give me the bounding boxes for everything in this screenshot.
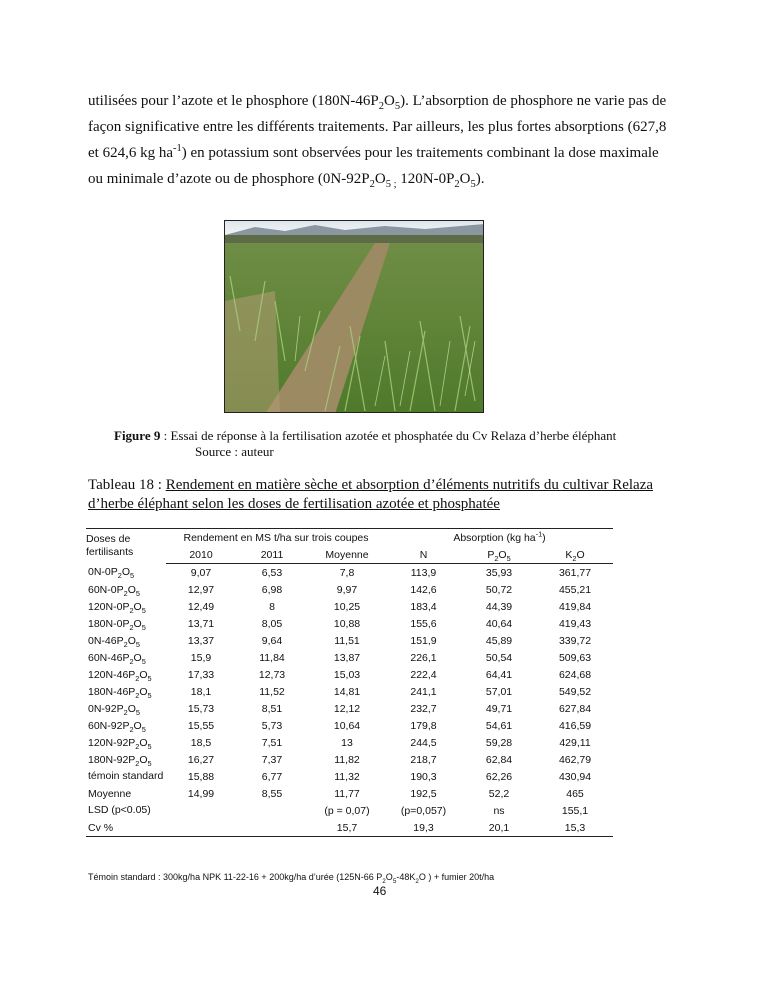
table-cell: 17,33 [187,668,215,681]
table-cell: 624,68 [558,668,592,681]
table-cell: 155,6 [410,617,437,630]
table-cell: 15,73 [187,702,215,715]
header-2011: 2011 [236,546,308,564]
header-p2o5: $P_2O_5$ [461,546,537,564]
table-cell: 113,9 [410,566,437,579]
table-cell: 52,2 [488,787,510,800]
header-rendement: Rendement en MS t/ha sur trois coupes [166,529,386,547]
dose-label: $60N-46P_2O_5$ [88,651,146,666]
paragraph-line-4: ou minimale d’azote ou de phosphore ($0N-92P_2O_{5 ;}$ $120N-0P_2O_5$). [88,171,485,190]
table-cell: 151,9 [410,634,437,647]
dose-label: $180N-0P_2O_5$ [88,617,146,632]
table-cell: 13,37 [187,634,215,647]
dose-label: $0N-92P_2O_5$ [88,702,140,717]
dose-label: $0N-0P_2O_5$ [88,566,135,581]
page-number: 46 [373,884,387,898]
table-cell: 11,82 [334,753,360,766]
table-cell: 18,5 [190,736,212,749]
table-cell: 11,32 [334,770,360,783]
header-moyenne: Moyenne [308,546,386,564]
table-cell: 465 [566,787,584,800]
table-title-text: Rendement en matière sèche et absorption d’éléments nutritifs du cultivar Relaza d’herbe éléphant selon les doses de fertilisation azotée et phosphatée [88,477,654,512]
table-cell [236,819,308,837]
table-cell: 12,73 [258,668,286,681]
table-header-row-1 [86,529,613,547]
table-cell: (p = 0,07) [324,804,370,817]
table-cell: 18,1 [190,685,212,698]
field-trial-photo [224,220,484,413]
table-row [86,683,613,700]
table-cell: 8,55 [261,787,283,800]
table-cell: 12,49 [187,600,215,613]
table-row [86,819,613,837]
table-cell: 57,01 [485,685,513,698]
header-n: N [386,546,461,564]
header-absorption: Absorption (kg $ha^{-1}$) [386,529,613,547]
table-cell: 183,4 [410,600,437,613]
table-row [86,785,613,802]
table-cell: 7,51 [261,736,283,749]
table-row [86,564,613,582]
table-cell: 40,64 [485,617,513,630]
table-cell: 15,7 [308,819,386,837]
dose-label: $60N-0P_2O_5$ [88,583,140,598]
table-cell: 549,52 [558,685,592,698]
table-row [86,581,613,598]
table-cell: 50,54 [485,651,513,664]
table-cell: 10,64 [333,719,361,732]
table-cell [236,802,308,819]
table-cell: 64,41 [485,668,513,681]
table-cell: 11,77 [334,787,360,800]
dose-label: $120N-0P_2O_5$ [88,600,146,615]
table-cell: 339,72 [558,634,592,647]
dose-label: Cv % [86,819,166,837]
table-cell: 15,88 [187,770,215,783]
table-cell: 19,3 [386,819,461,837]
dose-label: LSD (p<0.05) [88,804,151,816]
table-cell: 15,55 [187,719,215,732]
table-cell: 5,73 [261,719,283,732]
table-cell: 15,03 [333,668,361,681]
table-row [86,700,613,717]
table-cell: 10,88 [333,617,361,630]
table-cell: 62,26 [485,770,513,783]
table-row [86,615,613,632]
table-title [88,476,668,514]
body-paragraph [88,88,677,192]
table-body [86,564,613,837]
dose-label: $180N-46P_2O_5$ [88,685,152,700]
table-cell: 509,63 [558,651,592,664]
paragraph-line-1: utilisées pour l’azote et le phosphore $(180N-46P_2O_5)$. L’absorption de phosphore ne varie pas de [88,93,667,112]
table-cell: 6,98 [261,583,283,596]
table-cell: 6,53 [261,566,283,579]
table-cell: 232,7 [410,702,437,715]
table-cell: 49,71 [485,702,513,715]
table-cell: 429,11 [559,736,591,749]
table-cell: 8 [269,600,275,613]
table-row [86,666,613,683]
table-row [86,802,613,819]
table-cell: 455,21 [558,583,592,596]
table-cell: 462,79 [558,753,592,766]
figure-caption [114,427,616,444]
table-row [86,768,613,785]
table-cell [166,802,236,819]
paragraph-line-3: et 624,6 kg $ha^{-1}$) en potassium sont observées pour les traitements combinant la dose maximale [88,143,659,161]
table-cell: 45,89 [485,634,513,647]
table-cell: 59,28 [485,736,513,749]
table-cell: 190,3 [410,770,437,783]
table-cell: 9,97 [336,583,358,596]
dose-label: $60N-92P_2O_5$ [88,719,146,734]
elephant-grass-field-image [225,221,484,413]
table-cell: 8,51 [261,702,283,715]
table-cell: 15,3 [537,819,613,837]
table-cell: 9,64 [261,634,283,647]
table-cell: 7,37 [261,753,283,766]
table-cell: 50,72 [485,583,513,596]
table-row [86,598,613,615]
table-cell: 11,51 [334,634,360,647]
table-cell: 192,5 [410,787,437,800]
dose-label: $0N-46P_2O_5$ [88,634,140,649]
table-cell: 142,6 [410,583,437,596]
table-row [86,649,613,666]
table-cell: (p=0,057) [400,804,447,817]
table-cell: ns [493,804,505,817]
table-cell: 14,99 [187,787,215,800]
table-cell: 361,77 [558,566,592,579]
table-cell: 419,43 [558,617,592,630]
table-row [86,717,613,734]
table-cell: 35,93 [485,566,513,579]
table-cell: 416,59 [558,719,592,732]
table-cell: 226,1 [410,651,437,664]
table-cell: 155,1 [561,804,589,817]
table-cell: 14,81 [333,685,361,698]
table-row [86,632,613,649]
table-cell [166,819,236,837]
table-cell: 44,39 [485,600,513,613]
dose-label: Moyenne [88,787,132,800]
table-cell: 62,84 [485,753,513,766]
table-cell: 11,84 [259,651,285,664]
table-cell: 244,5 [410,736,437,749]
header-2010: 2010 [166,546,236,564]
header-k2o: $K_2O$ [537,546,613,564]
table-cell: 13,87 [333,651,361,664]
table-cell: 10,25 [333,600,361,613]
table-cell: 15,9 [190,651,212,664]
dose-label: $120N-46P_2O_5$ [88,668,152,683]
table-cell: 419,84 [558,600,592,613]
table-cell: 179,8 [410,719,437,732]
table-cell: 430,94 [558,770,592,783]
table-cell: 241,1 [410,685,437,698]
table-cell: 222,4 [410,668,437,681]
table-cell: 12,97 [187,583,215,596]
results-table [86,528,613,837]
table-cell: 16,27 [187,753,215,766]
table-row [86,734,613,751]
table-cell: 9,07 [190,566,212,579]
dose-label: $180N-92P_2O_5$ [88,753,152,768]
dose-label: $120N-92P_2O_5$ [88,736,152,751]
table-title-prefix: Tableau 18 : [88,477,166,493]
table-cell: 7,8 [339,566,355,579]
table-cell: 8,05 [261,617,283,630]
table-cell: 12,12 [333,702,361,715]
table-header-row-2 [86,546,613,564]
dose-label: témoin standard [88,770,164,782]
figure-caption-text: : Essai de réponse à la fertilisation azotée et phosphatée du Cv Relaza d’herbe éléphant [160,428,617,443]
figure-source: Source : auteur [195,444,274,459]
table-cell: 218,7 [410,753,437,766]
table-cell: 627,84 [558,702,592,715]
table-cell: 13 [341,736,353,749]
table-cell: 6,77 [261,770,283,783]
table-cell: 54,61 [485,719,513,732]
table-cell: 13,71 [187,617,215,630]
table-cell: 20,1 [461,819,537,837]
figure-label: Figure 9 [114,428,161,443]
table-cell: 11,52 [259,685,285,698]
table-footnote: Témoin standard : 300kg/ha NPK 11-22-16 + 200kg/ha d’urée (125N-66 $P_2O_5-48K_2O$ ) + fumier 20t/ha [88,872,495,885]
header-doses: Doses de fertilisants [86,529,166,564]
table-row [86,751,613,768]
paragraph-line-2: façon significative entre les différents traitements. Par ailleurs, les plus fortes absorptions (627,8 [88,119,667,135]
